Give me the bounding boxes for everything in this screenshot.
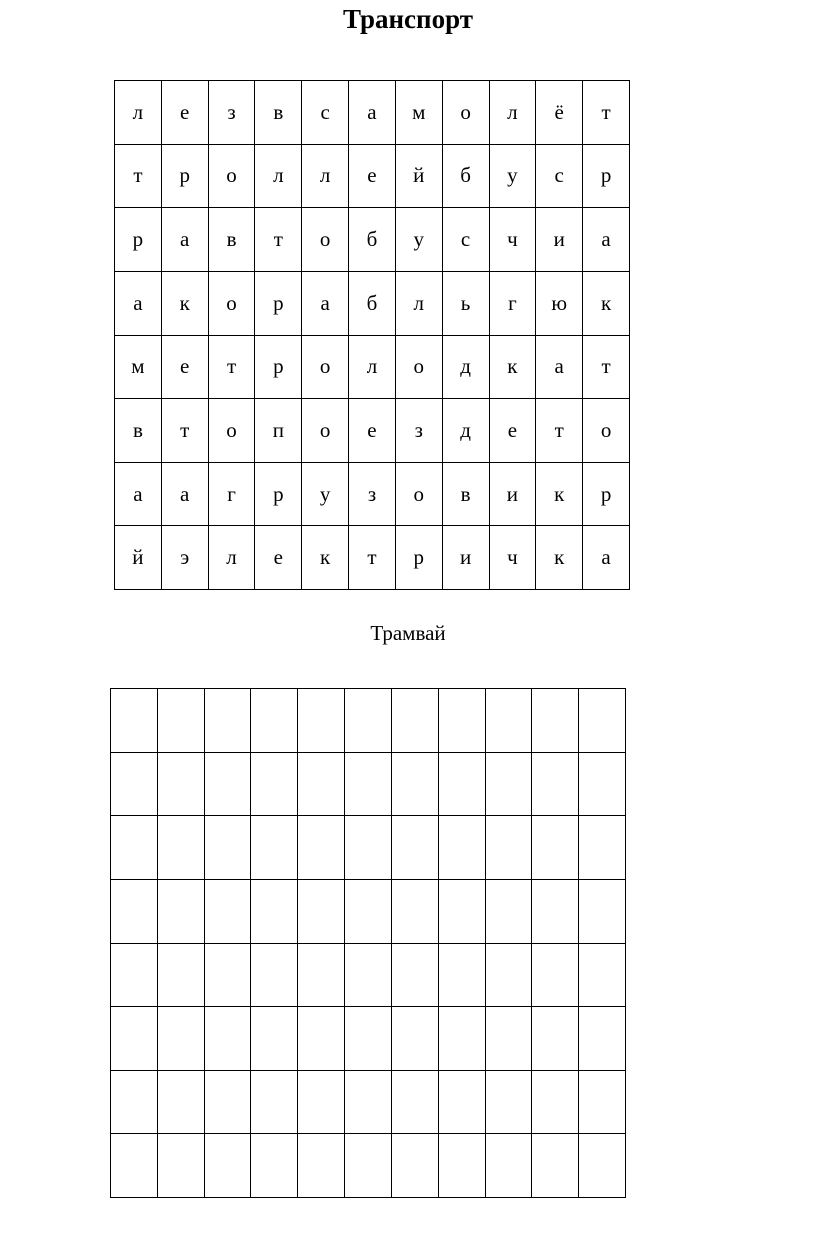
letter-cell[interactable]: л bbox=[349, 335, 396, 399]
empty-cell[interactable] bbox=[298, 816, 345, 880]
letter-cell[interactable]: а bbox=[583, 526, 630, 590]
empty-cell[interactable] bbox=[532, 752, 579, 816]
letter-cell[interactable]: с bbox=[536, 144, 583, 208]
letter-cell[interactable]: м bbox=[395, 81, 442, 145]
letter-cell[interactable]: а bbox=[349, 81, 396, 145]
letter-cell[interactable]: т bbox=[208, 335, 255, 399]
empty-cell[interactable] bbox=[345, 1007, 392, 1071]
word-search-grid bbox=[114, 80, 630, 590]
letter-cell[interactable]: й bbox=[395, 144, 442, 208]
letter-cell[interactable]: к bbox=[536, 462, 583, 526]
letter-cell[interactable]: ь bbox=[442, 271, 489, 335]
empty-cell[interactable] bbox=[204, 752, 251, 816]
letter-cell[interactable]: б bbox=[349, 271, 396, 335]
empty-cell[interactable] bbox=[157, 816, 204, 880]
empty-cell[interactable] bbox=[345, 816, 392, 880]
letter-cell[interactable]: т bbox=[255, 208, 302, 272]
letter-cell[interactable]: к bbox=[536, 526, 583, 590]
empty-cell[interactable] bbox=[438, 816, 485, 880]
letter-cell[interactable]: г bbox=[208, 462, 255, 526]
empty-cell[interactable] bbox=[532, 943, 579, 1007]
empty-cell[interactable] bbox=[532, 689, 579, 753]
letter-cell[interactable]: и bbox=[536, 208, 583, 272]
letter-cell[interactable]: б bbox=[349, 208, 396, 272]
empty-cell[interactable] bbox=[204, 689, 251, 753]
empty-cell[interactable] bbox=[298, 752, 345, 816]
empty-cell[interactable] bbox=[485, 752, 532, 816]
letter-cell[interactable]: е bbox=[161, 335, 208, 399]
letter-cell[interactable]: а bbox=[115, 271, 162, 335]
letter-cell[interactable]: з bbox=[395, 399, 442, 463]
letter-cell[interactable]: е bbox=[349, 144, 396, 208]
letter-cell[interactable]: у bbox=[302, 462, 349, 526]
letter-cell[interactable]: т bbox=[349, 526, 396, 590]
letter-cell[interactable]: з bbox=[208, 81, 255, 145]
letter-cell[interactable]: и bbox=[442, 526, 489, 590]
letter-cell[interactable]: е bbox=[349, 399, 396, 463]
empty-cell[interactable] bbox=[391, 816, 438, 880]
empty-cell[interactable] bbox=[204, 943, 251, 1007]
letter-cell[interactable]: в bbox=[208, 208, 255, 272]
answer-row bbox=[111, 943, 626, 1007]
empty-answer-grid bbox=[110, 688, 626, 1198]
letter-cell[interactable]: р bbox=[255, 271, 302, 335]
empty-cell[interactable] bbox=[298, 879, 345, 943]
letter-cell[interactable]: в bbox=[442, 462, 489, 526]
letter-cell[interactable]: ч bbox=[489, 526, 536, 590]
empty-cell[interactable] bbox=[111, 943, 158, 1007]
letter-cell[interactable]: р bbox=[115, 208, 162, 272]
empty-cell[interactable] bbox=[298, 943, 345, 1007]
letter-cell[interactable]: б bbox=[442, 144, 489, 208]
empty-cell[interactable] bbox=[579, 816, 626, 880]
letter-cell[interactable]: п bbox=[255, 399, 302, 463]
empty-cell[interactable] bbox=[485, 879, 532, 943]
page-title: Транспорт bbox=[342, 4, 474, 34]
letter-cell[interactable]: л bbox=[489, 81, 536, 145]
answer-row bbox=[111, 752, 626, 816]
empty-cell[interactable] bbox=[251, 1134, 298, 1198]
empty-cell[interactable] bbox=[298, 1134, 345, 1198]
grid-row bbox=[115, 399, 630, 463]
empty-cell[interactable] bbox=[251, 689, 298, 753]
empty-cell[interactable] bbox=[111, 752, 158, 816]
letter-cell[interactable]: р bbox=[255, 335, 302, 399]
answer-row bbox=[111, 1070, 626, 1134]
letter-cell[interactable]: л bbox=[255, 144, 302, 208]
letter-cell[interactable]: о bbox=[208, 271, 255, 335]
empty-cell[interactable] bbox=[532, 1134, 579, 1198]
empty-cell[interactable] bbox=[485, 689, 532, 753]
letter-cell[interactable]: к bbox=[583, 271, 630, 335]
empty-cell[interactable] bbox=[438, 879, 485, 943]
letter-cell[interactable]: о bbox=[302, 399, 349, 463]
letter-cell[interactable]: а bbox=[115, 462, 162, 526]
letter-cell[interactable]: т bbox=[583, 335, 630, 399]
letter-cell[interactable]: о bbox=[395, 335, 442, 399]
letter-cell[interactable]: з bbox=[349, 462, 396, 526]
empty-cell[interactable] bbox=[579, 752, 626, 816]
letter-cell[interactable]: о bbox=[302, 335, 349, 399]
letter-cell[interactable]: а bbox=[161, 208, 208, 272]
empty-cell[interactable] bbox=[345, 1070, 392, 1134]
empty-cell[interactable] bbox=[111, 879, 158, 943]
empty-cell[interactable] bbox=[532, 1070, 579, 1134]
empty-cell[interactable] bbox=[391, 689, 438, 753]
grid-row bbox=[115, 462, 630, 526]
letter-cell[interactable]: а bbox=[583, 208, 630, 272]
letter-cell[interactable]: в bbox=[115, 399, 162, 463]
letter-cell[interactable]: р bbox=[161, 144, 208, 208]
empty-cell[interactable] bbox=[204, 1070, 251, 1134]
empty-cell[interactable] bbox=[345, 752, 392, 816]
empty-cell[interactable] bbox=[251, 879, 298, 943]
letter-cell[interactable]: д bbox=[442, 335, 489, 399]
letter-cell[interactable]: к bbox=[302, 526, 349, 590]
empty-cell[interactable] bbox=[345, 1134, 392, 1198]
letter-cell[interactable]: е bbox=[255, 526, 302, 590]
letter-cell[interactable]: р bbox=[583, 462, 630, 526]
grid-row bbox=[115, 526, 630, 590]
letter-cell[interactable]: о bbox=[208, 144, 255, 208]
letter-cell[interactable]: т bbox=[583, 81, 630, 145]
empty-cell[interactable] bbox=[391, 1134, 438, 1198]
empty-cell[interactable] bbox=[579, 1070, 626, 1134]
grid-row bbox=[115, 144, 630, 208]
grid-row bbox=[115, 208, 630, 272]
letter-cell[interactable]: в bbox=[255, 81, 302, 145]
letter-cell[interactable]: а bbox=[161, 462, 208, 526]
empty-cell[interactable] bbox=[438, 943, 485, 1007]
letter-cell[interactable]: а bbox=[536, 335, 583, 399]
letter-cell[interactable]: у bbox=[489, 144, 536, 208]
empty-cell[interactable] bbox=[298, 1007, 345, 1071]
letter-cell[interactable]: р bbox=[255, 462, 302, 526]
grid-row bbox=[115, 335, 630, 399]
empty-cell[interactable] bbox=[157, 879, 204, 943]
empty-cell[interactable] bbox=[438, 689, 485, 753]
empty-cell[interactable] bbox=[391, 752, 438, 816]
empty-cell[interactable] bbox=[532, 1007, 579, 1071]
empty-cell[interactable] bbox=[111, 689, 158, 753]
empty-cell[interactable] bbox=[157, 1134, 204, 1198]
letter-cell[interactable]: ч bbox=[489, 208, 536, 272]
answer-row bbox=[111, 1007, 626, 1071]
empty-cell[interactable] bbox=[485, 1134, 532, 1198]
empty-cell[interactable] bbox=[157, 943, 204, 1007]
letter-cell[interactable]: а bbox=[302, 271, 349, 335]
empty-cell[interactable] bbox=[111, 1134, 158, 1198]
empty-cell[interactable] bbox=[157, 1070, 204, 1134]
answer-row bbox=[111, 689, 626, 753]
letter-cell[interactable]: о bbox=[442, 81, 489, 145]
letter-cell[interactable]: р bbox=[395, 526, 442, 590]
empty-cell[interactable] bbox=[438, 1007, 485, 1071]
empty-cell[interactable] bbox=[251, 1070, 298, 1134]
empty-cell[interactable] bbox=[391, 943, 438, 1007]
empty-cell[interactable] bbox=[579, 1007, 626, 1071]
empty-cell[interactable] bbox=[579, 689, 626, 753]
empty-cell[interactable] bbox=[298, 1070, 345, 1134]
empty-cell[interactable] bbox=[251, 1007, 298, 1071]
empty-cell[interactable] bbox=[532, 816, 579, 880]
letter-cell[interactable]: й bbox=[115, 526, 162, 590]
letter-cell[interactable]: с bbox=[302, 81, 349, 145]
answer-row bbox=[111, 879, 626, 943]
letter-cell[interactable]: л bbox=[115, 81, 162, 145]
letter-cell[interactable]: э bbox=[161, 526, 208, 590]
empty-cell[interactable] bbox=[298, 689, 345, 753]
word-caption: Трамвай bbox=[370, 621, 446, 645]
letter-cell[interactable]: д bbox=[442, 399, 489, 463]
empty-cell[interactable] bbox=[204, 1007, 251, 1071]
empty-cell[interactable] bbox=[391, 879, 438, 943]
answer-row bbox=[111, 1134, 626, 1198]
empty-cell[interactable] bbox=[111, 1007, 158, 1071]
empty-cell[interactable] bbox=[485, 1007, 532, 1071]
empty-cell[interactable] bbox=[391, 1007, 438, 1071]
letter-cell[interactable]: к bbox=[161, 271, 208, 335]
letter-cell[interactable]: т bbox=[161, 399, 208, 463]
empty-cell[interactable] bbox=[251, 943, 298, 1007]
letter-cell[interactable]: с bbox=[442, 208, 489, 272]
empty-cell[interactable] bbox=[157, 1007, 204, 1071]
letter-cell[interactable]: ю bbox=[536, 271, 583, 335]
empty-cell[interactable] bbox=[438, 1070, 485, 1134]
letter-cell[interactable]: е bbox=[489, 399, 536, 463]
empty-cell[interactable] bbox=[438, 752, 485, 816]
empty-cell[interactable] bbox=[251, 816, 298, 880]
empty-cell[interactable] bbox=[204, 1134, 251, 1198]
empty-cell[interactable] bbox=[251, 752, 298, 816]
empty-cell[interactable] bbox=[579, 1134, 626, 1198]
letter-cell[interactable]: о bbox=[302, 208, 349, 272]
empty-cell[interactable] bbox=[345, 689, 392, 753]
letter-cell[interactable]: г bbox=[489, 271, 536, 335]
empty-cell[interactable] bbox=[391, 1070, 438, 1134]
letter-cell[interactable]: л bbox=[395, 271, 442, 335]
empty-cell[interactable] bbox=[485, 816, 532, 880]
empty-cell[interactable] bbox=[438, 1134, 485, 1198]
letter-cell[interactable]: м bbox=[115, 335, 162, 399]
letter-cell[interactable]: л bbox=[208, 526, 255, 590]
grid-row bbox=[115, 271, 630, 335]
empty-cell[interactable] bbox=[157, 689, 204, 753]
empty-cell[interactable] bbox=[345, 879, 392, 943]
letter-cell[interactable]: и bbox=[489, 462, 536, 526]
empty-cell[interactable] bbox=[204, 816, 251, 880]
empty-cell[interactable] bbox=[532, 879, 579, 943]
empty-cell[interactable] bbox=[111, 816, 158, 880]
letter-cell[interactable]: т bbox=[115, 144, 162, 208]
empty-cell[interactable] bbox=[485, 1070, 532, 1134]
empty-cell[interactable] bbox=[157, 752, 204, 816]
letter-cell[interactable]: т bbox=[536, 399, 583, 463]
letter-cell[interactable]: л bbox=[302, 144, 349, 208]
grid-row bbox=[115, 81, 630, 145]
letter-cell[interactable]: о bbox=[208, 399, 255, 463]
empty-cell[interactable] bbox=[579, 879, 626, 943]
empty-cell[interactable] bbox=[345, 943, 392, 1007]
empty-cell[interactable] bbox=[579, 943, 626, 1007]
letter-cell[interactable]: о bbox=[583, 399, 630, 463]
letter-cell[interactable]: р bbox=[583, 144, 630, 208]
empty-cell[interactable] bbox=[204, 879, 251, 943]
letter-cell[interactable]: е bbox=[161, 81, 208, 145]
empty-cell[interactable] bbox=[111, 1070, 158, 1134]
answer-row bbox=[111, 816, 626, 880]
letter-cell[interactable]: к bbox=[489, 335, 536, 399]
letter-cell[interactable]: ё bbox=[536, 81, 583, 145]
empty-cell[interactable] bbox=[485, 943, 532, 1007]
letter-cell[interactable]: у bbox=[395, 208, 442, 272]
letter-cell[interactable]: о bbox=[395, 462, 442, 526]
